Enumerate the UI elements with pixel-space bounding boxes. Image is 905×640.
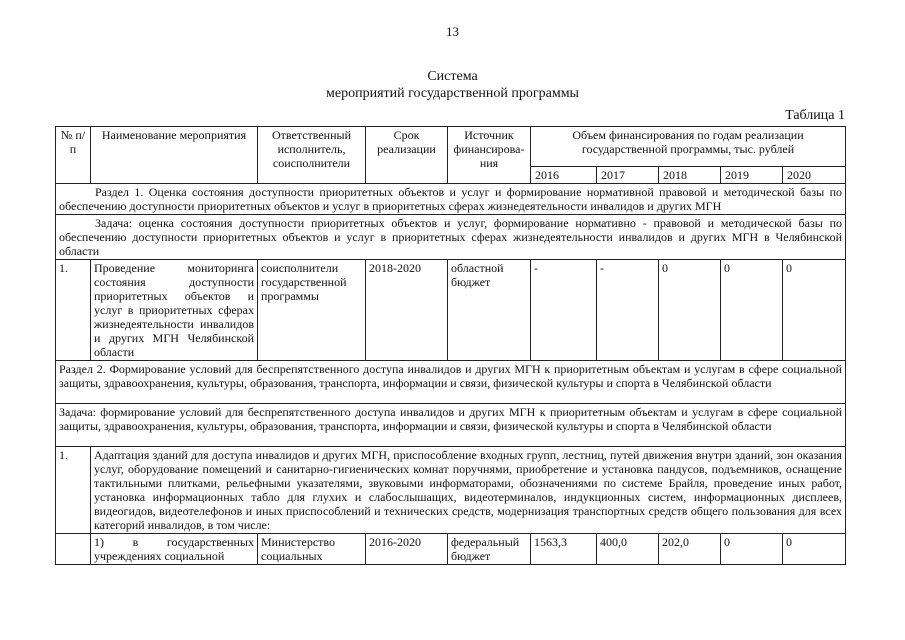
header-term: Срок реализации xyxy=(366,127,448,184)
section-2-task: Задача: формирование условий для беспрепятственного доступа инвалидов и других МГН к приоритетным объектам и услугам в сфере социальной защиты, здравоохранения, культуры, образования, транспорта, информации и связи, физической культуры и спорта в Челябинской области xyxy=(56,404,846,447)
title-line-2: мероприятий государственной программы xyxy=(326,86,579,101)
section-2-title: Раздел 2. Формирование условий для беспрепятственного доступа инвалидов и других МГН к приоритетным объектам и услугам в сфере социальной защиты, здравоохранения, культуры, образования, транспорта, информации и связи, физической культуры и спорта в Челябинской области xyxy=(56,361,846,404)
row-value-2016: 1563,3 xyxy=(531,534,597,565)
row-responsible: Министерство социальных xyxy=(258,534,366,565)
measures-table xyxy=(55,126,846,565)
header-year: 2018 xyxy=(659,167,721,184)
row-term: 2018-2020 xyxy=(366,260,448,361)
row-source: федеральный бюджет xyxy=(448,534,531,565)
row-source: областной бюджет xyxy=(448,260,531,361)
page-number: 13 xyxy=(446,24,459,39)
row-value-2017: 400,0 xyxy=(597,534,659,565)
row-value-2020: 0 xyxy=(783,260,846,361)
section-1-title: Раздел 1. Оценка состояния доступности приоритетных объектов и услуг и формирование нормативной правовой и методической базы по обеспечению доступности приоритетных объектов и услуг в приоритетных сферах жизнедеятельности инвалидов и других МГН xyxy=(56,184,846,215)
header-row xyxy=(56,127,846,167)
section-1-title-row xyxy=(56,184,846,215)
row-value-2019: 0 xyxy=(721,260,783,361)
row-responsible: соисполнители государственной программы xyxy=(258,260,366,361)
row-value-2018: 0 xyxy=(659,260,721,361)
header-year: 2016 xyxy=(531,167,597,184)
row-value-2019: 0 xyxy=(721,534,783,565)
row-term: 2016-2020 xyxy=(366,534,448,565)
header-volume: Объем финансирования по годам реализации государственной программы, тыс. рублей xyxy=(531,127,846,167)
table-row xyxy=(56,260,846,361)
row-text: Адаптация зданий для доступа инвалидов и других МГН, приспособление входных групп, лестниц, путей движения внутри зданий, зон оказания услуг, оборудование помещений и санитарно-гигиенических комнат поручнями, приобретение и установка пандусов, подъемников, оснащение тактильными плитками, рельефными указателями, звуковыми информаторами, обозначениями по системе Брайля, проведение иных работ, установка информационных табло для глухих и слабослышащих, видеотерминалов, индукционных систем, информационных дисплеев, видеогидов, видеотелефонов и иных приспособлений и технических средств, модернизация транспортных средств общего пользования для всех категорий инвалидов, в том числе: xyxy=(91,447,846,534)
header-name: Наименование мероприятия xyxy=(91,127,258,184)
section-2-title-row xyxy=(56,361,846,404)
table-label: Таблица 1 xyxy=(785,108,845,123)
row-num: 1. xyxy=(56,447,91,534)
row-value-2016: - xyxy=(531,260,597,361)
header-year: 2017 xyxy=(597,167,659,184)
section-1-task: Задача: оценка состояния доступности приоритетных объектов и услуг, формирование нормативно - правовой и методической базы по обеспечению доступности приоритетных объектов и услуг в приоритетных сферах жизнедеятельности инвалидов и других МГН в Челябинской области xyxy=(56,215,846,260)
section-2-task-row xyxy=(56,404,846,447)
header-responsible: Ответственный исполнитель, соисполнители xyxy=(258,127,366,184)
document-title xyxy=(0,68,905,102)
row-value-2018: 202,0 xyxy=(659,534,721,565)
row-value-2020: 0 xyxy=(783,534,846,565)
title-line-1: Система xyxy=(427,69,478,84)
header-year: 2019 xyxy=(721,167,783,184)
table-row xyxy=(56,447,846,534)
header-source: Источник финансирова-ния xyxy=(448,127,531,184)
row-num: 1. xyxy=(56,260,91,361)
row-value-2017: - xyxy=(597,260,659,361)
header-year: 2020 xyxy=(783,167,846,184)
header-num: № п/п xyxy=(56,127,91,184)
row-name: 1) в государственных учреждениях социальной xyxy=(91,534,258,565)
section-1-task-row xyxy=(56,215,846,260)
row-name: Проведение мониторинга состояния доступности приоритетных объектов и услуг в приоритетных сферах жизнедеятельности инвалидов и других МГН Челябинской области xyxy=(91,260,258,361)
row-num xyxy=(56,534,91,565)
table-row xyxy=(56,534,846,565)
